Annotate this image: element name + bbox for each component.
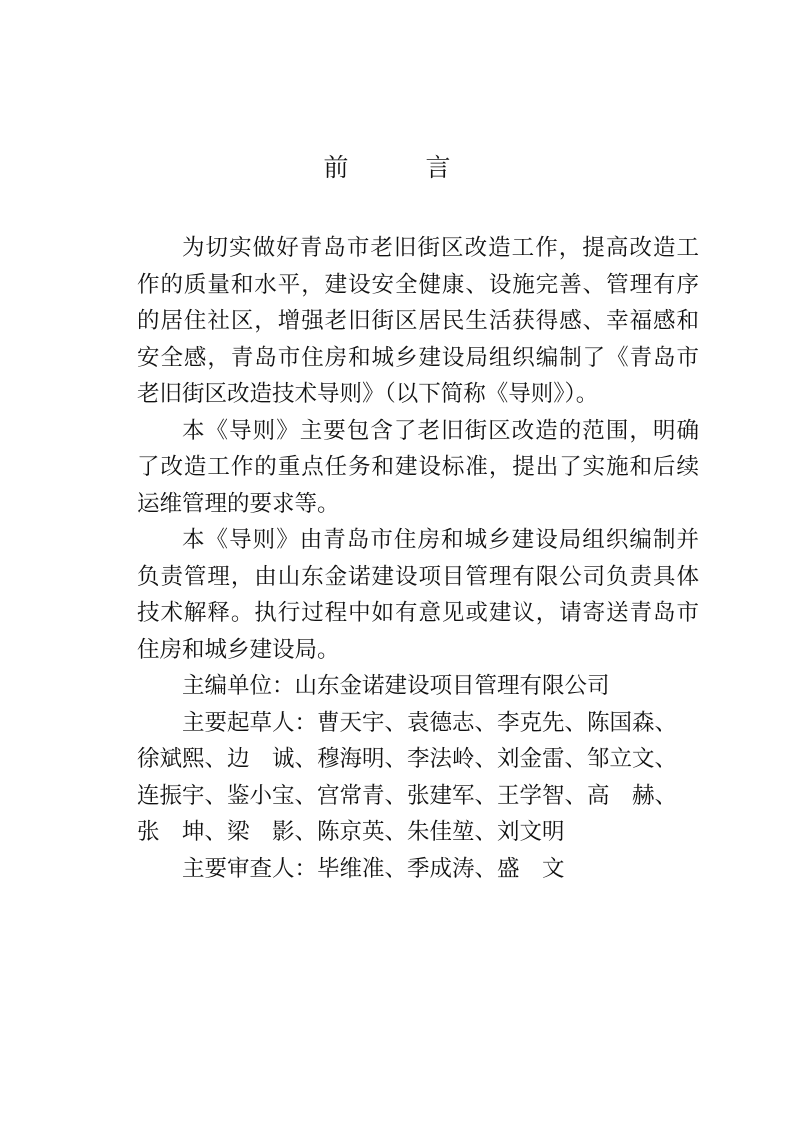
main-drafters-line-3: 连振宇、鉴小宝、宫常青、张建军、王学智、高 赫、 — [137, 782, 678, 809]
document-body — [137, 230, 699, 887]
main-reviewers: 主要审查人：毕维准、季成涛、盛 文 — [182, 855, 565, 882]
main-drafters-line-1: 主要起草人：曹天宇、袁德志、李克先、陈国森、 — [182, 709, 678, 736]
page-title: 前 言 — [323, 153, 477, 182]
preface-paragraph-purpose: 为切实做好青岛市老旧街区改造工作，提高改造工作的质量和水平，建设安全健康、设施完善、管理有序的居住社区，增强老旧街区居民生活获得感、幸福感和安全感，青岛市住房和城乡建设局组织编制了《青岛市老旧街区改造技术导则》（以下简称《导则》）。 — [137, 235, 699, 407]
chief-editing-unit: 主编单位：山东金诺建设项目管理有限公司 — [182, 673, 610, 699]
preface-paragraph-management: 本《导则》由青岛市住房和城乡建设局组织编制并负责管理，由山东金诺建设项目管理有限公司负责具体技术解释。执行过程中如有意见或建议，请寄送青岛市住房和城乡建设局。 — [137, 527, 699, 663]
main-drafters-line-4: 张 坤、梁 影、陈京英、朱佳堃、刘文明 — [137, 819, 565, 845]
main-drafters-line-2: 徐斌熙、边 诚、穆海明、李法岭、刘金雷、邹立文、 — [137, 746, 678, 772]
preface-paragraph-scope: 本《导则》主要包含了老旧街区改造的范围，明确了改造工作的重点任务和建设标准，提出了实施和后续运维管理的要求等。 — [137, 417, 699, 517]
